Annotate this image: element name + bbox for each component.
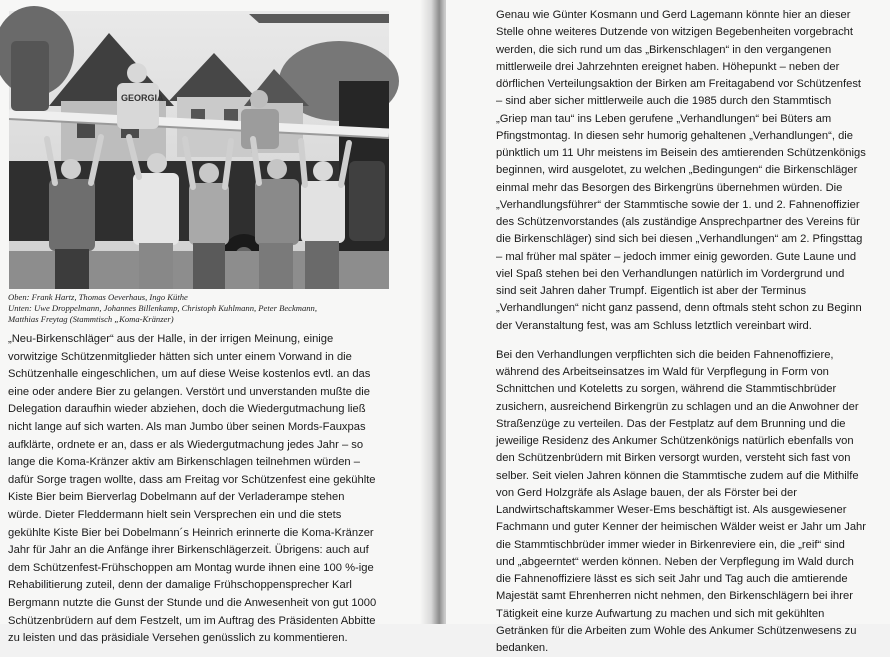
text-line: Schnittchen und Koteletts zu sorgen, während die Stammtischbrüder	[496, 383, 837, 396]
right-page	[446, 0, 890, 654]
text-line: und „abgeerntet“ werden können. Neben der Verpflegung im Wald durch	[496, 555, 854, 568]
text-line: die Birkenschläger) sind sich bei diesen „Verhandlungen“ am 2. Pfingsttag	[496, 233, 863, 246]
text-line: die Stammtischbrüder immer wieder in Birkenreviere ein, die „reif“ sind	[496, 538, 845, 551]
right-body-text	[496, 7, 882, 657]
text-line: des Schützenvorstandes (als zuständige Ansprechpartner des Vereins für	[496, 216, 860, 228]
text-line: Stelle ohne weiteres Dutzende von witzigen Begebenheiten vorgebracht	[496, 26, 853, 39]
text-line: „Neu-Birkenschläger“ aus der Halle, in der irrigen Meinung, einige	[8, 333, 334, 345]
text-line: würde. Dieter Fleddermann hielt sein Versprechen ein und die stets	[8, 508, 342, 521]
text-line: dafür Sorge tragen wollte, dass am Freitag vor Schützenfest eine gekühlte	[8, 473, 376, 486]
text-line: dörflichen Verteilungsaktion der Birken am Freitagabend vor Schützenfest	[496, 78, 862, 90]
text-line: bedanken.	[496, 642, 549, 654]
text-line: Pfingstmontag. In diesen sehr humorig gehaltenen „Verhandlungen“, die	[496, 129, 853, 142]
text-line: sind seit Jahren daher Trumpf. Eigentlich ist aber der Terminus	[496, 285, 807, 297]
text-line: selber. Seit vielen Jahren können die Stammtische zudem auf die Mithilfe	[496, 469, 859, 482]
text-line: Straßenzüge zu verteilen. Das der Festplatz auf dem Brunning und die	[496, 417, 846, 430]
text-line: die Fahnenoffiziere lässt es sich seit Jahr und Tag auch die amtierende	[496, 573, 848, 585]
text-line: vorwitzige Schützenmitglieder hätten sich unter einem Vorwand in die	[8, 350, 352, 363]
text-line: – sind aber sicher mittlerweile auch die 1985 durch den Stammtisch	[496, 95, 832, 108]
left-body-text	[8, 331, 420, 648]
caption-line: Unten: Uwe Droppelmann, Johannes Billenkamp, Christoph Kuhlmann, Peter Beckmann,	[8, 303, 318, 314]
text-line: nicht lange auf sich warten. Als man Jumbo über seinen Mords-Fauxpas	[8, 420, 366, 433]
caption-line: Matthias Freytag (Stammtisch „Koma-Kränzer)	[8, 314, 174, 325]
text-line: viel Spaß stehen bei den Verhandlungen natürlich im Vordergrund und	[496, 267, 845, 280]
text-line: der Veranstaltung fest, was am Schluss letztlich vereinbart wird.	[496, 319, 812, 332]
text-line: „Verhandlungsführer“ der Stammtische sowie der 1. und 2. Fahnenoffizier	[496, 198, 860, 211]
group-photo	[9, 11, 389, 289]
text-line: aufklärte, ordnete er an, dass er als Wiedergutmachung jedes Jahr – so	[8, 438, 364, 451]
text-line: mittlerweile drei Jahrzehnten ereignet haben. Höhepunkt – neben der	[496, 60, 840, 73]
text-line: Getränken für die Arbeiten zum Wohle des Ankumer Schützenwesens zu	[496, 624, 857, 637]
text-line: Bei den Verhandlungen verpflichten sich die beiden Fahnenoffiziere,	[496, 348, 834, 361]
text-line: Rehabilitierung zuteil, denn der damalige Frühschoppensprecher Karl	[8, 579, 352, 592]
text-line: Tätigkeit eine kurze Aufwartung zu machen und sich mit gekühlten	[496, 607, 825, 620]
text-line: jeweilige Residenz des Ankumer Schützenkönigs natürlich ebenfalls von	[496, 435, 854, 447]
text-line: Fachmann und guter Kenner der heimischen Wälder weist er Jahr um Jahr	[496, 521, 866, 534]
text-line: Jahr für Jahr an die Anfänge ihrer Birkenschlägerzeit. Übrigens: auch auf	[8, 544, 369, 557]
paragraph-1	[496, 7, 882, 335]
text-line: Kiste Bier beim Bierverlag Dobelmann auf der Verladerampe stehen	[8, 491, 345, 504]
text-line: „Verhandlungen“ nicht ganz passend, denn oftmals steht schon zu Beginn	[496, 302, 862, 315]
text-line: Bergmann nutzte die Gunst der Stunde und die Anwesenheit von gut 1000	[8, 596, 377, 609]
paragraph-gap	[496, 335, 882, 347]
text-line: gekühlte Kiste Bier bei Dobelmann´s Heinrich erinnerte die Koma-Kränzer	[8, 526, 374, 539]
photo-caption	[8, 292, 408, 326]
text-line: von Gerd Holzgräfe als Aslage bauen, der als Förster bei der	[496, 486, 797, 499]
text-line: eine oder andere Bier zu gelangen. Verstört und unverstanden mußte die	[8, 385, 370, 398]
text-line: einmal mehr das Besorgen des Birkengrüns übernehmen würden. Die	[496, 181, 843, 194]
text-line: den Schützenbrüdern mit Birken versorgt wurden, versteht sich fast von	[496, 452, 851, 465]
text-line: – mal früher mal später – jedoch immer einig geworden. Gute Laune und	[496, 250, 857, 263]
left-page	[0, 0, 432, 645]
text-line: Delegation daraufhin wieder abziehen, doch die Wiedergutmachung ließ	[8, 403, 366, 416]
text-line: werden, die sich rund um das „Birkenschlagen“ in den vergangenen	[496, 43, 832, 56]
paragraph-2	[496, 347, 882, 657]
shirt-text: GEORGIA	[121, 93, 164, 103]
text-line: „Griep man tau“ ins Leben gerufene „Verhandlungen“ bei Büters am	[496, 112, 832, 125]
text-line: Landwirtschaftskammer Weser-Ems beschäftigt ist. Als ausgewiesener	[496, 504, 847, 516]
caption-line: Oben: Frank Hartz, Thomas Oeverhaus, Ingo Küthe	[8, 292, 188, 302]
text-line: während des Arbeitseinsatzes im Wald für Verpflegung in Form von	[496, 366, 829, 378]
text-line: zusichern, ausreichend Birkengrün zu schlagen und an die Anwohner der	[496, 400, 859, 413]
text-line: Genau wie Günter Kosmann und Gerd Lagemann könnte hier an dieser	[496, 9, 851, 21]
text-line: lange die Koma-Kränzer aktiv am Birkenschlagen teilnehmen würden –	[8, 456, 360, 469]
text-line: Majestät samt Ehrenherren nicht nehmen, den Birkenschlägern bei ihrer	[496, 590, 853, 603]
text-line: Schützenbrüdern auf dem Festzelt, um im Auftrag des Präsidenten Abbitte	[8, 614, 376, 627]
text-line: pünktlich um 11 Uhr meistens im Beisein des amtierenden Schützenkönigs	[496, 147, 866, 159]
text-line: dem Schützenfest-Frühschoppen am Montag wurde ihnen eine 100 %-ige	[8, 561, 374, 574]
text-line: beginnen, wird ausgelotet, zu welchen „Bedingungen“ die Birkenschläger	[496, 164, 858, 177]
text-line: Schützenhalle eingeschlichen, um auf diese Weise kostenlos evtl. an das	[8, 368, 371, 381]
text-line: zu leisten und das präsidiale Versehen genüsslich zu kommentieren.	[8, 632, 348, 645]
